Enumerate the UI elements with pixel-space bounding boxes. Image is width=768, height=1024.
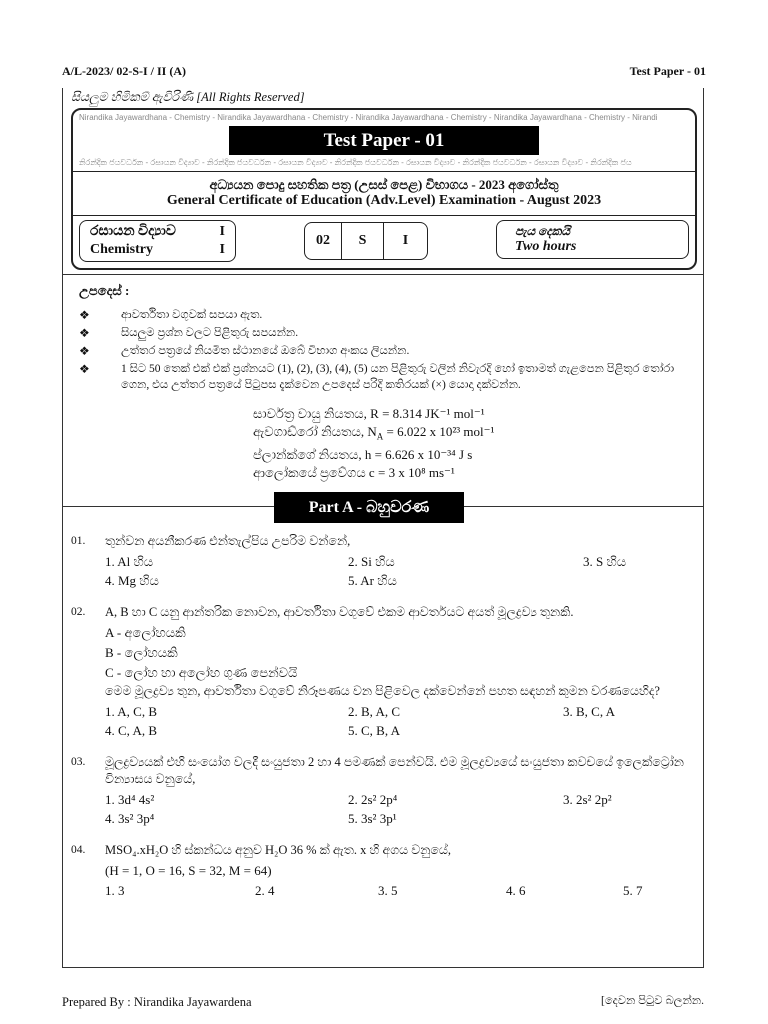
option: 2. B, A, C — [348, 703, 401, 719]
duration-box — [496, 220, 689, 259]
options — [105, 552, 693, 590]
instruction-row — [79, 325, 689, 341]
bullet-icon: ❖ — [79, 308, 90, 322]
code-cell: I — [402, 233, 409, 248]
option: 2. 2s² 2p⁴ — [348, 791, 398, 807]
sub-item: B - ලෝහයකි — [105, 644, 178, 660]
question — [63, 754, 703, 828]
header-paper-label: Test Paper - 01 — [629, 64, 706, 78]
option: 5. C, B, A — [348, 722, 401, 738]
constants — [253, 405, 703, 482]
subject-box — [79, 220, 236, 262]
option: 4. Mg හිය — [105, 572, 159, 588]
constant-planck — [253, 446, 703, 464]
instruction-item: 1 සිට 50 තෙක් එක් එක් ප්‍රශ්නයට (1), (2), (3), (4), (5) යන පිළිතුරු වලින් නිවැරදි හෝ ඉතාමත් ගැළපෙන පිළිතුර තෝරා ගෙන, එය උත්තර පත්‍රයේ පිටුපස දැක්වෙන උපදෙස් පරිදි කතිරයක් (×) යොදා දක්වන්න. — [121, 363, 675, 391]
sub-item: A - අලෝහයකි — [105, 624, 186, 640]
question-text: මූලද්‍රව්‍යයක් එහි සංයෝග වලදී සංයුජතා 2 හා 4 පමණක් පෙන්වයි. එම මූලද්‍රව්‍යයේ සංයුජතා කවචයේ ඉලෙක්ට්‍රෝන වින්‍යාසය වනුයේ, — [105, 754, 684, 786]
subject-si: රසායන විද්‍යාව — [90, 224, 176, 239]
page-frame — [62, 88, 704, 968]
duration-en: Two hours — [515, 239, 577, 254]
option: 5. 3s² 3p¹ — [348, 810, 397, 826]
equals: = — [386, 424, 394, 439]
option: 3. S හිය — [583, 553, 627, 569]
subject-part: I — [219, 224, 225, 239]
option: 5. 7 — [623, 882, 643, 898]
constant-value: 6.626 x 10⁻³⁴ J s — [385, 446, 473, 462]
question — [63, 604, 703, 740]
constant-name: ආලෝකයේ ප්‍රවේගය c — [253, 464, 375, 480]
code-cell: 02 — [305, 223, 342, 259]
question-text: මෙම මූලද්‍රව්‍ය තුන, ආවර්තිතා වගුවේ නිරූපණය වන පිළිවෙල දක්වෙන්නේ පහත සඳහන් කුමන වරණයෙහිද? — [105, 683, 660, 698]
exam-title-si: අධ්‍යයන පොදු සහතික පත්‍ර (උසස් පෙළ) විභාගය - 2023 අගෝස්තු — [209, 177, 559, 192]
constant-name: සාර්වත්‍ර වායු නියතය, R — [253, 406, 379, 421]
question — [63, 842, 703, 900]
options — [105, 881, 693, 900]
instructions — [63, 275, 703, 393]
bullet-icon: ❖ — [79, 326, 90, 340]
bullet-icon: ❖ — [79, 344, 90, 358]
options — [105, 790, 693, 828]
paper-code: A/L-2023/ 02-S-I / II (A) — [62, 64, 187, 78]
equals: = — [382, 406, 390, 421]
part-a-heading: Part A - බහුවරණ — [274, 492, 464, 523]
option: 4. 3s² 3p⁴ — [105, 810, 155, 826]
paper-info-row — [73, 216, 695, 268]
instruction-row — [79, 307, 689, 323]
instruction-row — [79, 361, 689, 393]
title-box — [71, 108, 697, 270]
bullet-icon: ❖ — [79, 362, 90, 376]
watermark — [73, 110, 695, 171]
question-text: MSO₄.xH₂O හි ස්කන්ධය අනුව H₂O 36 % ක් ඇත. x හි අගය වනුයේ, — [105, 842, 452, 857]
question-number: 04. — [71, 843, 86, 856]
constant-value: 8.314 JK⁻¹ mol⁻¹ — [392, 406, 485, 421]
option: 1. Al හිය — [105, 553, 154, 569]
option: 1. A, C, B — [105, 703, 158, 719]
constant-light — [253, 464, 703, 482]
instruction-item: සියලුම ප්‍රශ්න වලට පිළිතුරු සපයන්න. — [121, 327, 299, 339]
question-text: තුන්වන අයනීකරණ එන්තැල්පිය උපරිම වන්නේ, — [105, 533, 351, 548]
next-page-note: [දෙවන පිටුව බලන්න. — [601, 995, 704, 1007]
instruction-item: ආවර්තිතා වගුවක් සපයා ඇත. — [121, 309, 263, 321]
option: 3. 5 — [378, 882, 398, 898]
constant-avogadro — [253, 423, 703, 446]
instruction-item: උත්තර පත්‍රයේ නියමිත ස්ථානයේ ඔබේ විභාග අංකය ලියන්න. — [121, 345, 410, 357]
option: 3. B, C, A — [563, 703, 616, 719]
duration-si: පැය දෙකයි — [515, 224, 570, 238]
question-number: 03. — [71, 755, 86, 768]
rights-notice: සියලුම හිමිකම් ඇවිරිණි [All Rights Reserved] — [71, 90, 305, 104]
paper-title: Test Paper - 01 — [229, 126, 539, 155]
constant-value: 3 x 10⁸ ms⁻¹ — [388, 464, 455, 480]
option: 3. 2s² 2p² — [563, 791, 612, 807]
code-box — [304, 222, 428, 260]
question-number: 02. — [71, 605, 86, 618]
option: 4. 6 — [506, 882, 526, 898]
question-data: (H = 1, O = 16, S = 32, M = 64) — [105, 862, 272, 878]
option: 1. 3d⁴ 4s² — [105, 791, 155, 807]
instruction-row — [79, 343, 689, 359]
sub-item: C - ලෝහ හා අලෝහ ගුණ පෙන්වයි — [105, 664, 298, 680]
equals: = — [377, 464, 386, 480]
option: 1. 3 — [105, 882, 125, 898]
watermark-en: Nirandika Jayawardhana - Chemistry - Nirandika Jayawardhana - Chemistry - Nirandika Jayawardhana - Chemistry - Nirandika Jayawardhana - Chemistry - Nirandi — [79, 113, 658, 122]
constant-name: ප්ලාන්ක්ගේ නියතය, h — [253, 446, 372, 462]
constant-gas — [253, 405, 703, 423]
options — [105, 702, 693, 740]
exam-title-en: General Certificate of Education (Adv.Level) Examination - August 2023 — [166, 193, 602, 208]
option: 2. Si හිය — [348, 553, 395, 569]
subject-en: Chemistry — [90, 242, 153, 257]
watermark-si: නිරන්දික ජයවර්ධන - රසායන විද්‍යාව - නිරන්දික ජයවර්ධන - රසායන විද්‍යාව - නිරන්දික ජයවර්ධන - රසායන විද්‍යාව - නිරන්දික ජයවර්ධන - රසායන විද්‍යාව - නිරන්දික ජය — [79, 158, 632, 167]
constant-name: ඇවගාඩ්රෝ නියතය, N — [253, 424, 377, 439]
question-text: A, B හා C යනු ආන්තරික නොවන, ආවර්තිතා වගුවේ එකම ආවර්තයට අයත් මූලද්‍රව්‍ය තුනකි. — [105, 604, 574, 619]
constant-value: 6.022 x 10²³ mol⁻¹ — [397, 424, 495, 439]
part-a-header — [63, 492, 703, 523]
instructions-heading: උපදෙස් : — [79, 283, 130, 298]
code-cell: S — [342, 223, 384, 259]
option: 5. Ar හිය — [348, 572, 397, 588]
equals: = — [374, 446, 382, 462]
question-number: 01. — [71, 534, 86, 547]
exam-section — [73, 172, 695, 215]
option: 4. C, A, B — [105, 722, 158, 738]
question — [63, 533, 703, 590]
subscript: A — [376, 431, 384, 442]
subject-part: I — [219, 242, 225, 257]
prepared-by: Prepared By : Nirandika Jayawardena — [62, 995, 252, 1009]
option: 2. 4 — [255, 882, 275, 898]
